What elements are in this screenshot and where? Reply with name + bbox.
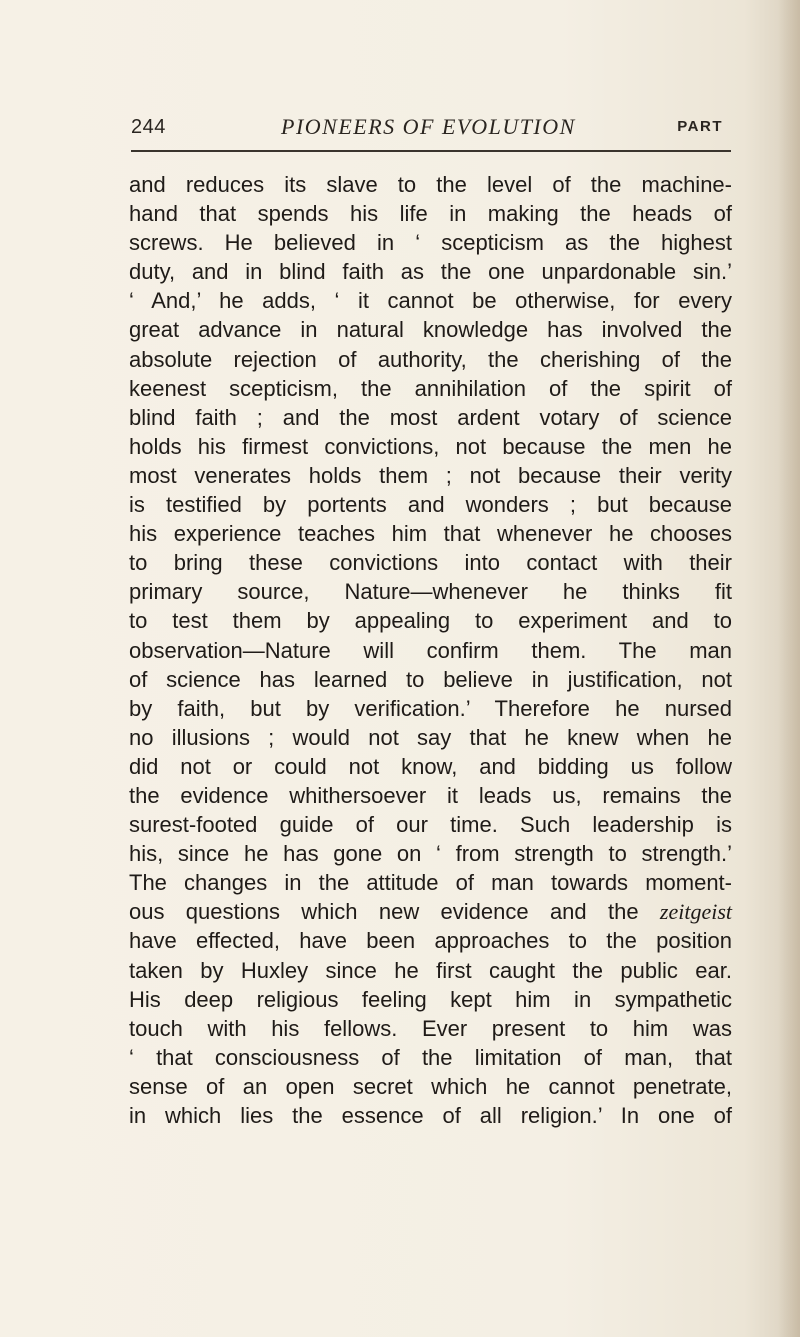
italic-term: zeitgeist bbox=[659, 899, 732, 925]
section-label: PART bbox=[677, 118, 723, 135]
text-line: and reduces its slave to the level of the machine- bbox=[129, 172, 732, 197]
text-line: keenest scepticism, the annihilation of the spirit of bbox=[129, 375, 732, 401]
text-line: ‘ that consciousness of the limitation of man, that bbox=[129, 1044, 732, 1070]
text-line: to bring these convictions into contact with their bbox=[129, 550, 732, 576]
text-line: screws. He believed in ‘ scepticism as the highest bbox=[129, 230, 732, 256]
text-line: sense of an open secret which he cannot penetrate, bbox=[129, 1073, 732, 1099]
text-line: His deep religious feeling kept him in sympathetic bbox=[129, 986, 732, 1012]
text-line: blind faith ; and the most ardent votary of science bbox=[129, 404, 732, 430]
page-edge-shadow bbox=[778, 0, 800, 1337]
text-line: is testified by portents and wonders ; but because bbox=[129, 492, 732, 518]
text-line: the evidence whithersoever it leads us, remains the bbox=[129, 782, 732, 808]
text-line: ‘ And,’ he adds, ‘ it cannot be otherwise, for every bbox=[129, 288, 732, 314]
text-line: surest-footed guide of our time. Such leadership is bbox=[129, 812, 732, 838]
page-header bbox=[131, 112, 731, 146]
text-line: taken by Huxley since he first caught the public ear. bbox=[129, 957, 732, 983]
text-line: observation—Nature will confirm them. The man bbox=[129, 637, 732, 663]
text-line: no illusions ; would not say that he knew when he bbox=[129, 724, 732, 750]
text-line-with-italic bbox=[129, 897, 732, 926]
text-line: most venerates holds them ; not because their verity bbox=[129, 462, 732, 488]
header-rule bbox=[131, 150, 731, 152]
text-line-segment: ous questions which new evidence and the bbox=[129, 899, 639, 925]
text-line: his, since he has gone on ‘ from strength to strength.’ bbox=[129, 841, 732, 867]
text-line: his experience teaches him that whenever he chooses bbox=[129, 521, 732, 547]
text-line: great advance in natural knowledge has involved the bbox=[129, 317, 732, 343]
text-line: to test them by appealing to experiment and to bbox=[129, 608, 732, 634]
text-line: holds his firmest convictions, not because the men he bbox=[129, 433, 732, 459]
text-line: did not or could not know, and bidding us follow bbox=[129, 753, 732, 779]
text-line: primary source, Nature—whenever he thinks fit bbox=[129, 579, 732, 605]
text-line: The changes in the attitude of man towards moment- bbox=[129, 870, 732, 896]
text-line: of science has learned to believe in justification, not bbox=[129, 666, 732, 692]
text-line: by faith, but by verification.’ Therefore he nursed bbox=[129, 695, 732, 721]
text-line: hand that spends his life in making the heads of bbox=[129, 201, 732, 227]
text-line: have effected, have been approaches to the position bbox=[129, 928, 732, 954]
text-line: absolute rejection of authority, the cherishing of the bbox=[129, 346, 732, 372]
text-line: duty, and in blind faith as the one unpardonable sin.’ bbox=[129, 259, 732, 285]
body-text bbox=[129, 170, 732, 1130]
text-line: in which lies the essence of all religion.’ In one of bbox=[129, 1103, 732, 1128]
page-number: 244 bbox=[131, 116, 166, 138]
running-title: PIONEERS OF EVOLUTION bbox=[281, 114, 576, 139]
text-line: touch with his fellows. Ever present to him was bbox=[129, 1015, 732, 1041]
